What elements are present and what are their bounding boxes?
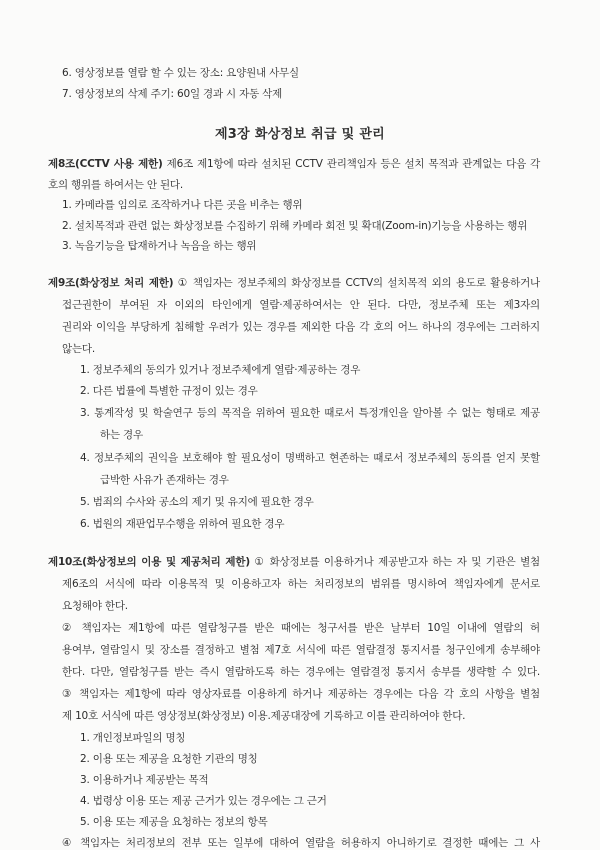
article-10-paragraph-2: ② 책임자는 제1항에 따른 열람청구를 받은 때에는 청구서를 받은 날부터 10일 이내에 열람의 허 — [62, 622, 540, 634]
list-item: 4. 법령상 이용 또는 제공 근거가 있는 경우에는 그 근거 — [80, 795, 327, 807]
list-item: 1. 카메라를 임의로 조작하거나 다른 곳을 비추는 행위 — [62, 199, 303, 211]
article-10-paragraph-4: ④ 책임자는 처리정보의 전부 또는 일부에 대하여 열람을 허용하지 아니하기로 결정한 때에는 그 사 — [62, 837, 540, 849]
article-10-paragraph-3: 제 10호 서식에 따른 영상정보(화상정보) 이용.제공대장에 기록하고 이를 관리하여야 한다. — [62, 710, 466, 722]
article-9-heading: 제9조(화상정보 처리 제한) — [48, 277, 174, 289]
article-8-first-line — [48, 157, 540, 171]
article-8-text: 제6조 제1항에 따라 설치된 CCTV 관리책임자 등은 설치 목적과 관계없는 다음 각 — [166, 158, 541, 170]
list-item: 7. 영상정보의 삭제 주기: 60일 경과 시 자동 삭제 — [62, 88, 283, 100]
article-9-text: 접근권한이 부여된 자 이외의 타인에게 열람·제공하여서는 안 된다. 다만, 정보주체 또는 제3자의 — [62, 299, 540, 311]
article-8-text: 호의 행위를 하여서는 안 된다. — [48, 179, 184, 191]
article-10-text: 요청해야 한다. — [62, 600, 128, 612]
list-item: 3. 이용하거나 제공받는 목적 — [80, 774, 209, 786]
article-9-first-line — [48, 276, 540, 290]
article-9-text: 않는다. — [62, 343, 95, 355]
list-item: 2. 다른 법률에 특별한 규정이 있는 경우 — [80, 385, 258, 397]
article-10-text: 제6조의 서식에 따라 이용목적 및 이용하고자 하는 처리정보의 범위를 명시하여 책임자에게 문서로 — [62, 578, 540, 590]
list-item: 3. 녹음기능을 탑재하거나 녹음을 하는 행위 — [62, 240, 257, 252]
chapter-title: 제3장 화상정보 취급 및 관리 — [214, 127, 386, 142]
article-10-paragraph-2: 한다. 다만, 열람청구를 받는 즉시 열람하도록 하는 경우에는 열람결정 통지서 송부를 생략할 수 있다. — [62, 666, 540, 678]
list-item: 5. 범죄의 수사와 공소의 제기 및 유지에 필요한 경우 — [80, 496, 314, 508]
list-item: 1. 개인정보파일의 명칭 — [80, 732, 186, 744]
list-item: 5. 이용 또는 제공을 요청하는 정보의 항목 — [80, 816, 268, 828]
list-item: 6. 법원의 재판업무수행을 위하여 필요한 경우 — [80, 518, 285, 530]
article-10-paragraph-2: 용여부, 열람일시 및 장소를 결정하고 별첨 제7호 서식에 따른 열람결정 통지서를 청구인에게 송부해야 — [62, 644, 540, 656]
article-8-heading: 제8조(CCTV 사용 제한) — [48, 158, 163, 170]
article-10-text: ① 화상정보를 이용하거나 제공받고자 하는 자 및 기관은 별첨 — [254, 556, 541, 568]
list-item-continuation: 급박한 사유가 존재하는 경우 — [100, 474, 229, 486]
list-item-continuation: 하는 경우 — [100, 429, 143, 441]
list-item: 3. 통계작성 및 학술연구 등의 목적을 위하여 필요한 때로서 특정개인을 알아볼 수 없는 형태로 제공 — [80, 407, 540, 419]
list-item: 1. 정보주체의 동의가 있거나 정보주체에게 열람·제공하는 경우 — [80, 364, 361, 376]
list-item: 2. 이용 또는 제공을 요청한 기관의 명칭 — [80, 753, 258, 765]
article-9-text: ① 책임자는 정보주체의 화상정보를 CCTV의 설치목적 외의 용도로 활용하거나 — [177, 277, 540, 289]
article-9-text: 권리와 이익을 부당하게 침해할 우려가 있는 경우를 제외한 다음 각 호의 어느 하나의 경우에는 그러하지 — [62, 321, 540, 333]
article-10-paragraph-3: ③ 책임자는 제1항에 따라 영상자료를 이용하게 하거나 제공하는 경우에는 다음 각 호의 사항을 별첨 — [62, 688, 540, 700]
list-item: 2. 설치목적과 관련 없는 화상정보를 수집하기 위해 카메라 회전 및 확대(Zoom-in)기능을 사용하는 행위 — [62, 220, 528, 232]
list-item: 4. 정보주체의 권익을 보호해야 할 필요성이 명백하고 현존하는 때로서 정보주체의 동의를 얻지 못할 — [80, 452, 540, 464]
article-10-first-line — [48, 555, 540, 569]
article-10-heading: 제10조(화상정보의 이용 및 제공처리 제한) — [48, 556, 250, 568]
list-item: 6. 영상정보를 열람 할 수 있는 장소: 요양원내 사무실 — [62, 67, 299, 79]
